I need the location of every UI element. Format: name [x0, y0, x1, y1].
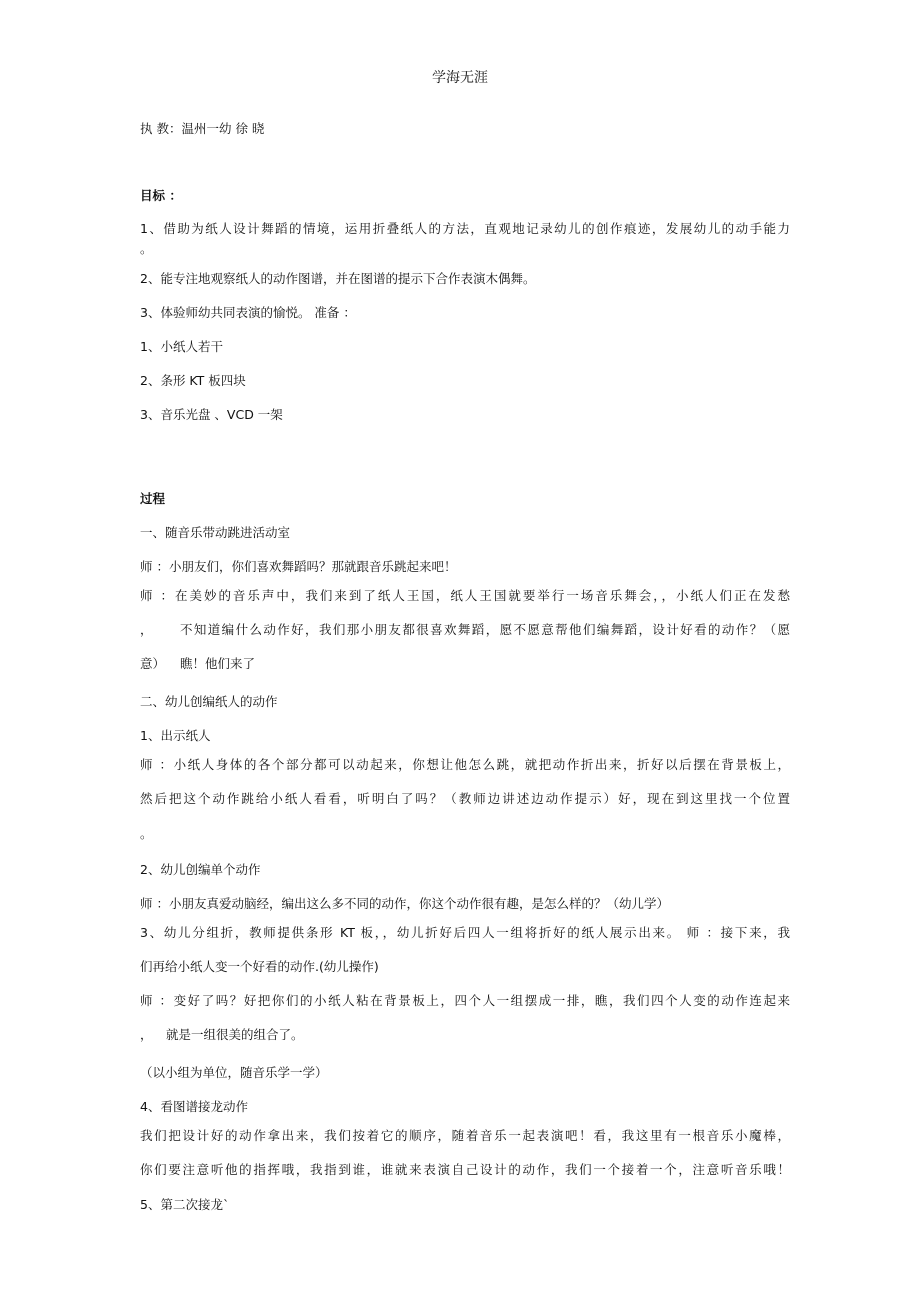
prep-3: 3、音乐光盘 、VCD 一架: [140, 407, 283, 422]
goal-1-line-2: 。: [140, 241, 153, 256]
goals-heading: 目标 ：: [140, 188, 182, 203]
prep-2: 2、条形 KT 板四块: [140, 373, 246, 388]
section-2-line-7: 就是一组很美的组合了。: [166, 1027, 304, 1042]
section-1-line-4-start: 意）: [140, 656, 166, 671]
section-2-line-1: 师 ：小纸人身体的各个部分都可以动起来，你想让他怎么跳，就把动作折出来，折好以后摆在背景板上，: [140, 757, 790, 772]
page-header: 学海无涯: [432, 70, 488, 86]
section-2-line-3: 。: [140, 826, 153, 841]
section-2-item-4: 4、看图谱接龙动作: [140, 1099, 248, 1114]
section-2-line-7-comma: ，: [140, 1027, 153, 1042]
section-2-item-3: 3、幼儿分组折，教师提供条形 KT 板，，幼儿折好后四人一组将折好的纸人展示出来。 师 ：接下来，我: [140, 925, 790, 940]
section-2-item-1: 1、出示纸人: [140, 728, 211, 743]
teacher-line: 执 教：温州一幼 徐 晓: [140, 121, 265, 136]
section-1-line-3-comma: ，: [140, 622, 153, 637]
section-2-line-10: 你们要注意听他的指挥哦，我指到谁，谁就来表演自己设计的动作，我们一个接着一个，注意听音乐哦！: [140, 1162, 790, 1177]
section-1-line-3: 不知道编什么动作好，我们那小朋友都很喜欢舞蹈，愿不愿意帮他们编舞蹈，设计好看的动作？（愿: [180, 622, 790, 637]
section-2-line-9: 我们把设计好的动作拿出来，我们按着它的顺序，随着音乐一起表演吧！看，我这里有一根音乐小魔棒，: [140, 1128, 790, 1143]
section-2-line-2: 然后把这个动作跳给小纸人看看，听明白了吗？（教师边讲述边动作提示）好，现在到这里找一个位置: [140, 791, 790, 806]
section-2-line-4: 师 ：小朋友真爱动脑经，编出这么多不同的动作，你这个动作很有趣，是怎么样的？（幼儿学）: [140, 896, 669, 911]
section-1-line-2: 师 ：在美妙的音乐声中，我们来到了纸人王国，纸人王国就要举行一场音乐舞会，，小纸人们正在发愁: [140, 588, 790, 603]
section-2-line-8: （以小组为单位，随音乐学一学）: [140, 1065, 328, 1080]
section-1-line-4: 瞧！他们来了: [180, 656, 256, 671]
section-2-line-5: 们再给小纸人变一个好看的动作.(幼儿操作): [140, 959, 379, 974]
section-2-item-2: 2、幼儿创编单个动作: [140, 862, 261, 877]
section-2-title: 二、幼儿创编纸人的动作: [140, 694, 278, 709]
goal-3: 3、体验师幼共同表演的愉悦。 准备 ：: [140, 305, 356, 320]
process-heading: 过程: [140, 491, 166, 506]
prep-1: 1、小纸人若干: [140, 339, 223, 354]
section-2-line-6: 师 ：变好了吗？好把你们的小纸人粘在背景板上，四个人一组摆成一排，瞧，我们四个人变的动作连起来: [140, 993, 790, 1008]
section-1-line-1: 师 ：小朋友们，你们喜欢舞蹈吗？那就跟音乐跳起来吧！: [140, 559, 457, 574]
section-2-item-5: 5、第二次接龙`: [140, 1197, 230, 1212]
goal-2: 2、能专注地观察纸人的动作图谱，并在图谱的提示下合作表演木偶舞。: [140, 271, 536, 286]
section-1-title: 一、随音乐带动跳进活动室: [140, 525, 291, 540]
goal-1-line-1: 1、借助为纸人设计舞蹈的情境，运用折叠纸人的方法，直观地记录幼儿的创作痕迹，发展幼儿的动手能力: [140, 221, 790, 236]
